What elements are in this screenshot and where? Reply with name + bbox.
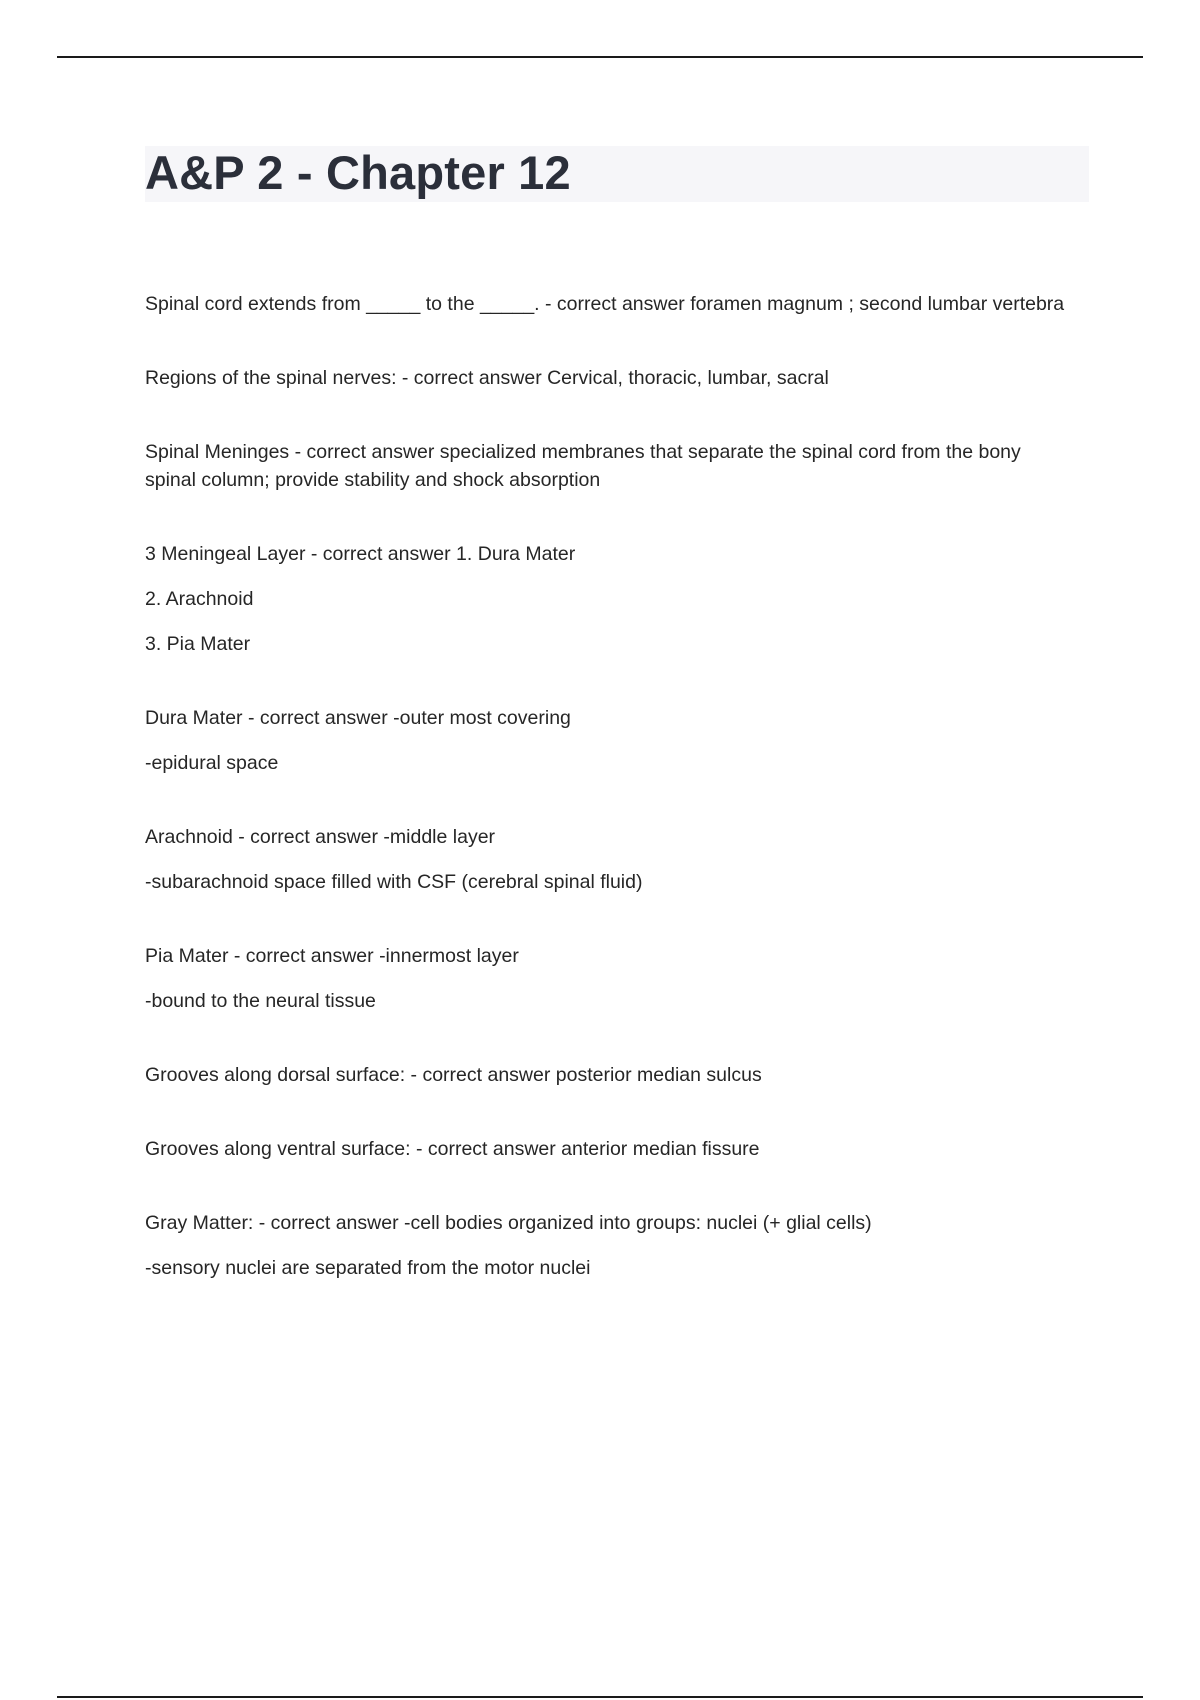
entry-line: Gray Matter: - correct answer -cell bodies organized into groups: nuclei (+ glial cells) [145,1212,872,1234]
bottom-rule [57,1696,1143,1698]
entry-line: Spinal Meninges - correct answer specialized membranes that separate the spinal cord from the bony [145,441,1021,463]
entry-line: Spinal cord extends from _____ to the _____. - correct answer foramen magnum ; second lumbar vertebra [145,293,1065,315]
flashcard-entry [145,290,1090,318]
flashcard-list [145,290,1090,1328]
entry-line: Regions of the spinal nerves: - correct answer Cervical, thoracic, lumbar, sacral [145,367,829,389]
flashcard-entry [145,364,1090,392]
flashcard-entry [145,540,1090,658]
entry-subline: -sensory nuclei are separated from the motor nuclei [145,1257,591,1279]
page-title: A&P 2 - Chapter 12 [145,146,571,199]
flashcard-entry [145,823,1090,896]
entry-subline: -subarachnoid space filled with CSF (cerebral spinal fluid) [145,871,643,893]
flashcard-entry [145,942,1090,1015]
flashcard-entry [145,438,1090,494]
entry-subline: 3. Pia Mater [145,633,251,655]
entry-line: Dura Mater - correct answer -outer most covering [145,707,571,729]
flashcard-entry [145,1135,1090,1163]
entry-line-continued: spinal column; provide stability and shock absorption [145,469,601,491]
flashcard-entry [145,1209,1090,1282]
flashcard-entry [145,704,1090,777]
top-rule [57,56,1143,58]
entry-line: 3 Meningeal Layer - correct answer 1. Dura Mater [145,543,576,565]
flashcard-entry [145,1061,1090,1089]
entry-subline: -epidural space [145,752,279,774]
entry-line: Grooves along ventral surface: - correct answer anterior median fissure [145,1138,760,1160]
entry-subline: -bound to the neural tissue [145,990,376,1012]
entry-subline: 2. Arachnoid [145,588,254,610]
entry-line: Pia Mater - correct answer -innermost layer [145,945,519,967]
entry-line: Arachnoid - correct answer -middle layer [145,826,496,848]
entry-line: Grooves along dorsal surface: - correct answer posterior median sulcus [145,1064,762,1086]
